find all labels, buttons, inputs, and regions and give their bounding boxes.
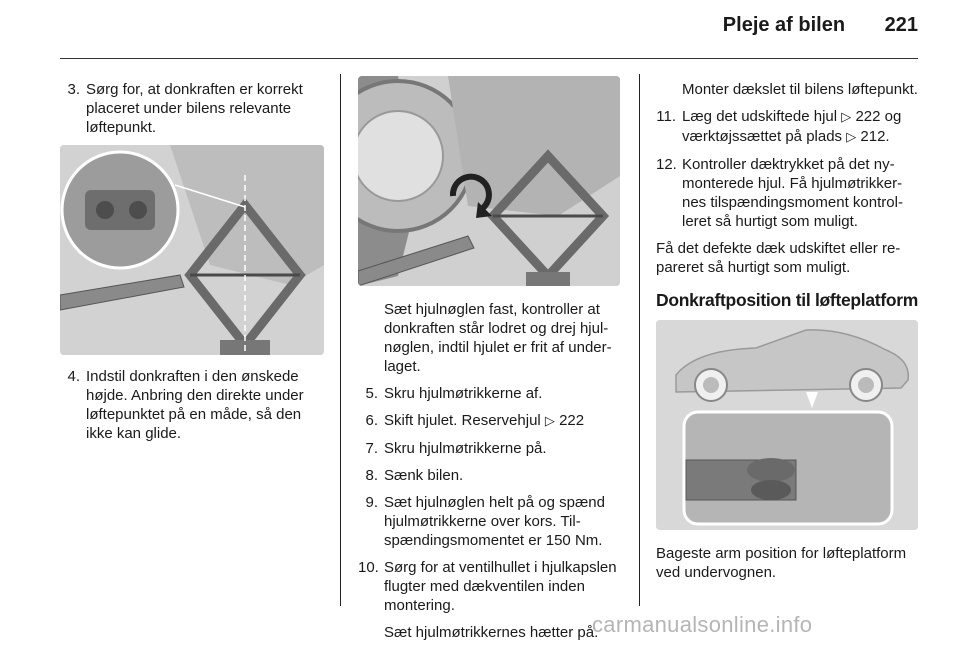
item-text: Sæt hjulnøglen helt på og spænd hjulmøtrikkerne over kors. Tilspændingsmomentet er 150 Nm. (384, 494, 605, 549)
jack-placement-illustration (60, 145, 324, 355)
item-number: 12. (656, 156, 677, 173)
page-reference-arrow-icon: ▷ (846, 130, 857, 145)
figure-caption: Bageste arm position for løfteplatform ved undervognen. (656, 545, 907, 581)
item-text: Sænk bilen. (384, 467, 464, 484)
item-text-part: værktøjssættet på plads (682, 128, 843, 145)
list-item (358, 384, 622, 403)
page-reference: 212. (860, 128, 890, 145)
item-number: 11. (656, 108, 676, 125)
list-item (358, 439, 622, 458)
list-item (656, 107, 920, 147)
list-item (60, 80, 324, 137)
list-item (358, 411, 622, 431)
paragraph: Sæt hjulnøglen fast, kontroller at donkraften står lodret og drej hjulnøglen, indtil hjulet er frit af underlaget. (384, 301, 612, 375)
page-number: 221 (884, 14, 918, 36)
page-reference: 222 og (855, 108, 902, 125)
item-text: Sørg for at ventilhullet i hjulkapslen flugter med dækventilen inden montering. (384, 559, 617, 614)
item-text: Skru hjulmøtrikkerne af. (384, 385, 543, 402)
jack-lifting-illustration (358, 76, 620, 286)
item-number: 6. (365, 412, 378, 429)
item-number: 9. (365, 494, 378, 511)
page-reference-arrow-icon: ▷ (841, 110, 852, 125)
item-number: 5. (365, 385, 378, 402)
item-number: 4. (67, 368, 80, 385)
column-middle (358, 76, 622, 650)
item-text: Indstil donkraften i den ønskede højde. Anbring den direkte under løftepunktet på en måde, så den ikke kan glide. (86, 368, 304, 442)
page-header (723, 14, 918, 37)
list-item (60, 367, 324, 443)
column-divider (639, 74, 640, 606)
list-item (656, 155, 920, 231)
item-number: 10. (358, 559, 379, 576)
footer-watermark: carmanualsonline.info (592, 612, 813, 637)
item-number: 3. (67, 81, 80, 98)
item-text: Sørg for, at donkraften er korrekt placeret under bilens relevante løftepunkt. (86, 81, 303, 136)
column-left (60, 80, 324, 451)
lift-platform-illustration (656, 320, 918, 530)
paragraph: Få det defekte dæk udskiftet eller repareret så hurtigt som muligt. (656, 240, 901, 276)
section-heading: Donkraftposition til løfteplatform (656, 290, 919, 310)
paragraph: Monter dækslet til bilens løftepunkt. (682, 81, 918, 98)
header-rule (60, 58, 918, 59)
list-item (358, 558, 622, 615)
list-item (358, 493, 622, 550)
jack-lifting-figure (358, 76, 620, 286)
item-text (682, 107, 920, 147)
page-reference: 222 (559, 412, 585, 429)
page-title: Pleje af bilen (722, 14, 846, 36)
item-number: 8. (365, 467, 378, 484)
item-number: 7. (365, 440, 378, 457)
jack-placement-figure (60, 145, 324, 355)
item-text-part: Skift hjulet. Reservehjul (384, 412, 541, 429)
item-text (384, 411, 622, 431)
item-text: Kontroller dæktrykket på det nymonterede hjul. Få hjulmøtrikkernes tilspændingsmoment kontrolleret så hurtigt som muligt. (682, 156, 903, 230)
item-text: Skru hjulmøtrikkerne på. (384, 440, 547, 457)
list-item (358, 466, 622, 485)
column-right (656, 80, 920, 590)
lift-platform-figure (656, 320, 918, 530)
column-divider (340, 74, 341, 606)
item-text-part: Læg det udskiftede hjul (682, 108, 838, 125)
paragraph: Sæt hjulmøtrikkernes hætter på. (384, 624, 599, 641)
page-reference-arrow-icon: ▷ (544, 414, 555, 429)
